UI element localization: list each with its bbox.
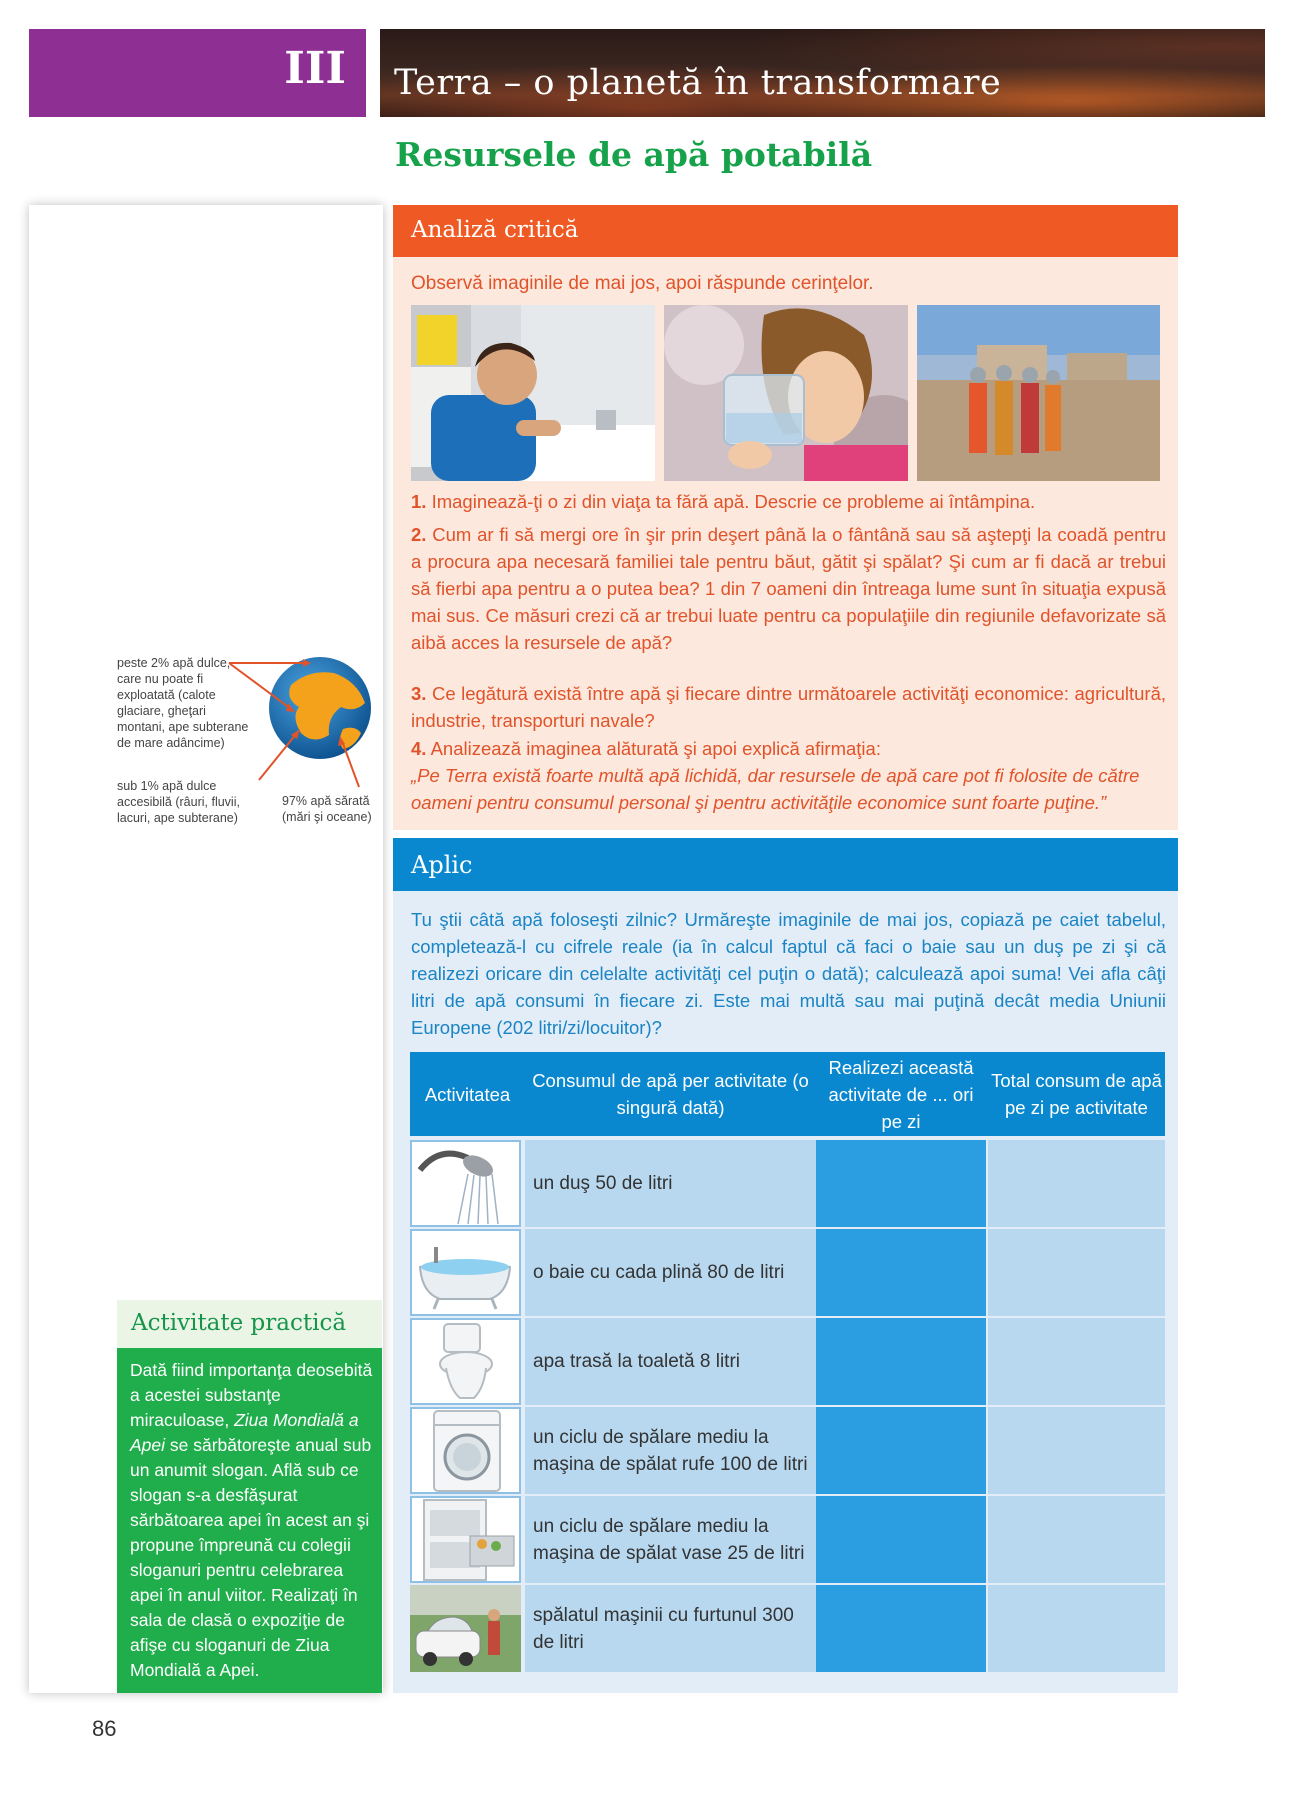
question-1: 1. Imaginează-ţi o zi din viaţa ta fără apă. Descrie ce probleme ai întâmpina. [411, 491, 1036, 512]
page-number: 86 [92, 1716, 117, 1741]
times-per-day-cell [816, 1318, 986, 1405]
total-cell [988, 1140, 1165, 1227]
total-cell [988, 1496, 1165, 1583]
dishwasher-icon [410, 1496, 521, 1583]
table-row [410, 1140, 1165, 1227]
apply-header [393, 838, 1178, 891]
times-per-day-cell [816, 1585, 986, 1672]
header-activity: Activitatea [424, 1083, 511, 1105]
question-3: 3. Ce legătură există între apă şi fiecare dintre următoarele activităţi economice: agricultură, industrie, transporturi navale? [411, 683, 1167, 731]
times-per-day-cell [816, 1496, 986, 1583]
activity-cell: un duş 50 de litri [525, 1140, 816, 1227]
table-header-row [410, 1052, 1165, 1136]
shower-icon [410, 1140, 521, 1227]
bathtub-icon [410, 1229, 521, 1316]
header-times-per-day: Realizezi această activitate de ... ori pe zi [828, 1056, 974, 1132]
apply-heading: Aplic [411, 851, 473, 879]
chapter-number: III [284, 43, 346, 94]
activity-cell: o baie cu cada plină 80 de litri [525, 1229, 816, 1316]
practical-activity-heading: Activitate practică [131, 1310, 347, 1336]
table-row [410, 1229, 1165, 1316]
quote-text: „Pe Terra există foarte multă apă lichidă, dar resursele de apă care pot fi folosite de către oameni pentru consumul personal şi pentru activităţile economice sunt foarte puţine.” [411, 765, 1140, 813]
chapter-title-band [380, 29, 1265, 117]
question-2: 2. Cum ar fi să mergi ore în şir prin deşert până la o fântână sau să aştepţi la coadă pentru a procura apa necesară familiei tale pentru băut, gătit şi spălat? Şi cum ar fi dacă ar trebui să fierbi apa pentru a o putea bea? 1 din 7 oameni din întreaga lume sunt în situaţia expusă mai sus. Ce măsuri crezi că ar trebui luate pentru ca populaţiile din regiunile defavorizate să aibă acces la resursele de apă? [411, 524, 1167, 653]
globe-label-bottom-left: sub 1% apă dulce accesibilă (râuri, fluvii, lacuri, ape subterane) [117, 779, 240, 825]
practical-activity-text: Dată fiind importanţa deosebită a acestei substanţe miraculoase, Ziua Mondială a Apei se sărbătoreşte anual sub un anumit slogan. Află sub ce slogan s-a desfăşurat sărbătoarea apei în acest an şi propune împreună cu colegii sloganuri pentru celebrarea apei în anul viitor. Realizaţi în sala de clasă o expoziţie de afişe cu sloganuri de Ziua Mondială a Apei. [130, 1360, 373, 1680]
car-wash-icon [410, 1585, 521, 1672]
times-per-day-cell [816, 1140, 986, 1227]
girl-drinking-water-photo [664, 305, 908, 481]
critical-analysis-heading: Analiză critică [411, 217, 579, 243]
total-cell [988, 1229, 1165, 1316]
times-per-day-cell [816, 1407, 986, 1494]
activity-cell: spălatul maşinii cu furtunul 300 de litri [525, 1585, 816, 1672]
total-cell [988, 1407, 1165, 1494]
table-row [410, 1407, 1165, 1494]
practical-activity-box [117, 1300, 382, 1693]
times-per-day-cell [816, 1229, 986, 1316]
table-row [410, 1585, 1165, 1672]
globe-label-bottom-right: 97% apă sărată (mări şi oceane) [282, 794, 372, 824]
globe-icon [29, 655, 409, 855]
critical-analysis-intro: Observă imaginile de mai jos, apoi răspunde cerinţelor. [411, 273, 874, 294]
header-consumption: Consumul de apă per activitate (o singură dată) [532, 1070, 809, 1118]
question-4: 4. Analizează imaginea alăturată şi apoi explică afirmaţia: [411, 738, 881, 759]
table-row [410, 1496, 1165, 1583]
critical-analysis-section [393, 205, 1178, 830]
practical-activity-header [117, 1300, 382, 1348]
header-total: Total consum de apă pe zi pe activitate [991, 1070, 1162, 1118]
chapter-title: Terra – o planetă în transformare [394, 63, 1002, 103]
washing-machine-icon [410, 1407, 521, 1494]
critical-analysis-header [393, 205, 1178, 257]
toilet-icon [410, 1318, 521, 1405]
chapter-number-box [29, 29, 366, 117]
activity-cell: apa trasă la toaletă 8 litri [525, 1318, 816, 1405]
water-distribution-figure [29, 655, 409, 855]
apply-instructions: Tu ştii câtă apă foloseşti zilnic? Urmăreşte imaginile de mai jos, copiază pe caiet tabelul, completează-l cu cifrele reale (ia în calcul faptul că faci o baie sau un duş pe zi şi că realizezi oricare din celelalte activităţi cel puţin o dată); calculează apoi suma! Vei afla câţi litri de apă consumi în fiecare zi. Este mai multă sau mai puţină decât media Uniunii Europene (202 litri/zi/locuitor)? [411, 909, 1166, 1038]
activity-cell: un ciclu de spălare mediu la maşina de spălat rufe 100 de litri [525, 1407, 816, 1494]
activity-cell: un ciclu de spălare mediu la maşina de spălat vase 25 de litri [525, 1496, 816, 1583]
globe-label-top: peste 2% apă dulce, care nu poate fi exploatată (calote glaciare, gheţari montani, ape subterane de mare adâncime) [117, 656, 249, 750]
table-row [410, 1318, 1165, 1405]
total-cell [988, 1318, 1165, 1405]
women-carrying-water-photo [917, 305, 1160, 481]
total-cell [988, 1585, 1165, 1672]
lesson-title: Resursele de apă potabilă [395, 135, 873, 174]
boy-washing-hands-photo [411, 305, 655, 481]
apply-section [393, 838, 1178, 1693]
